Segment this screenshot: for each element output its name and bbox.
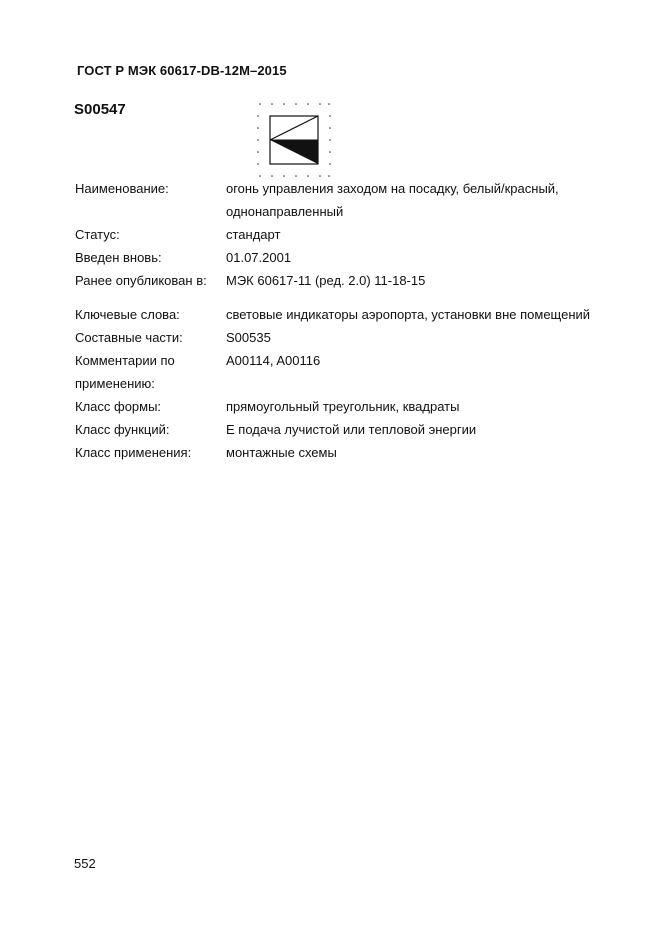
field-value: МЭК 60617-11 (ред. 2.0) 11-18-15 (226, 273, 426, 288)
field-application-notes (75, 349, 595, 395)
field-application-class (75, 441, 595, 464)
field-label: Статус: (75, 227, 120, 242)
field-name (75, 177, 595, 223)
symbol-code: S00547 (74, 101, 126, 118)
field-introduced (75, 246, 595, 269)
page-number: 552 (74, 856, 96, 871)
field-label: Ранее опубликован в: (75, 273, 207, 288)
field-label: Комментарии по применению: (75, 353, 175, 391)
field-value: монтажные схемы (226, 445, 337, 460)
approach-light-symbol-icon (256, 102, 332, 178)
field-value: прямоугольный треугольник, квадраты (226, 399, 460, 414)
document-header: ГОСТ Р МЭК 60617-DB-12M–2015 (77, 63, 287, 78)
field-label: Введен вновь: (75, 250, 162, 265)
field-shape-class (75, 395, 595, 418)
field-label: Наименование: (75, 181, 169, 196)
field-function-class (75, 418, 595, 441)
field-status (75, 223, 595, 246)
field-label: Составные части: (75, 330, 183, 345)
field-value: A00114, A00116 (226, 353, 321, 368)
field-value: световые индикаторы аэропорта, установки вне помещений (226, 307, 591, 322)
field-label: Класс применения: (75, 445, 192, 460)
field-label: Класс функций: (75, 422, 170, 437)
field-published-in (75, 269, 595, 292)
field-value: E подача лучистой или тепловой энергии (226, 422, 477, 437)
field-label: Класс формы: (75, 399, 162, 414)
field-value: огонь управления заходом на посадку, белый/красный, однонаправленный (226, 181, 559, 219)
field-value: стандарт (226, 227, 281, 242)
field-value: S00535 (226, 330, 271, 345)
field-keywords (75, 303, 595, 326)
symbol-properties (75, 177, 595, 464)
field-value: 01.07.2001 (226, 250, 292, 265)
field-label: Ключевые слова: (75, 307, 180, 322)
field-components (75, 326, 595, 349)
